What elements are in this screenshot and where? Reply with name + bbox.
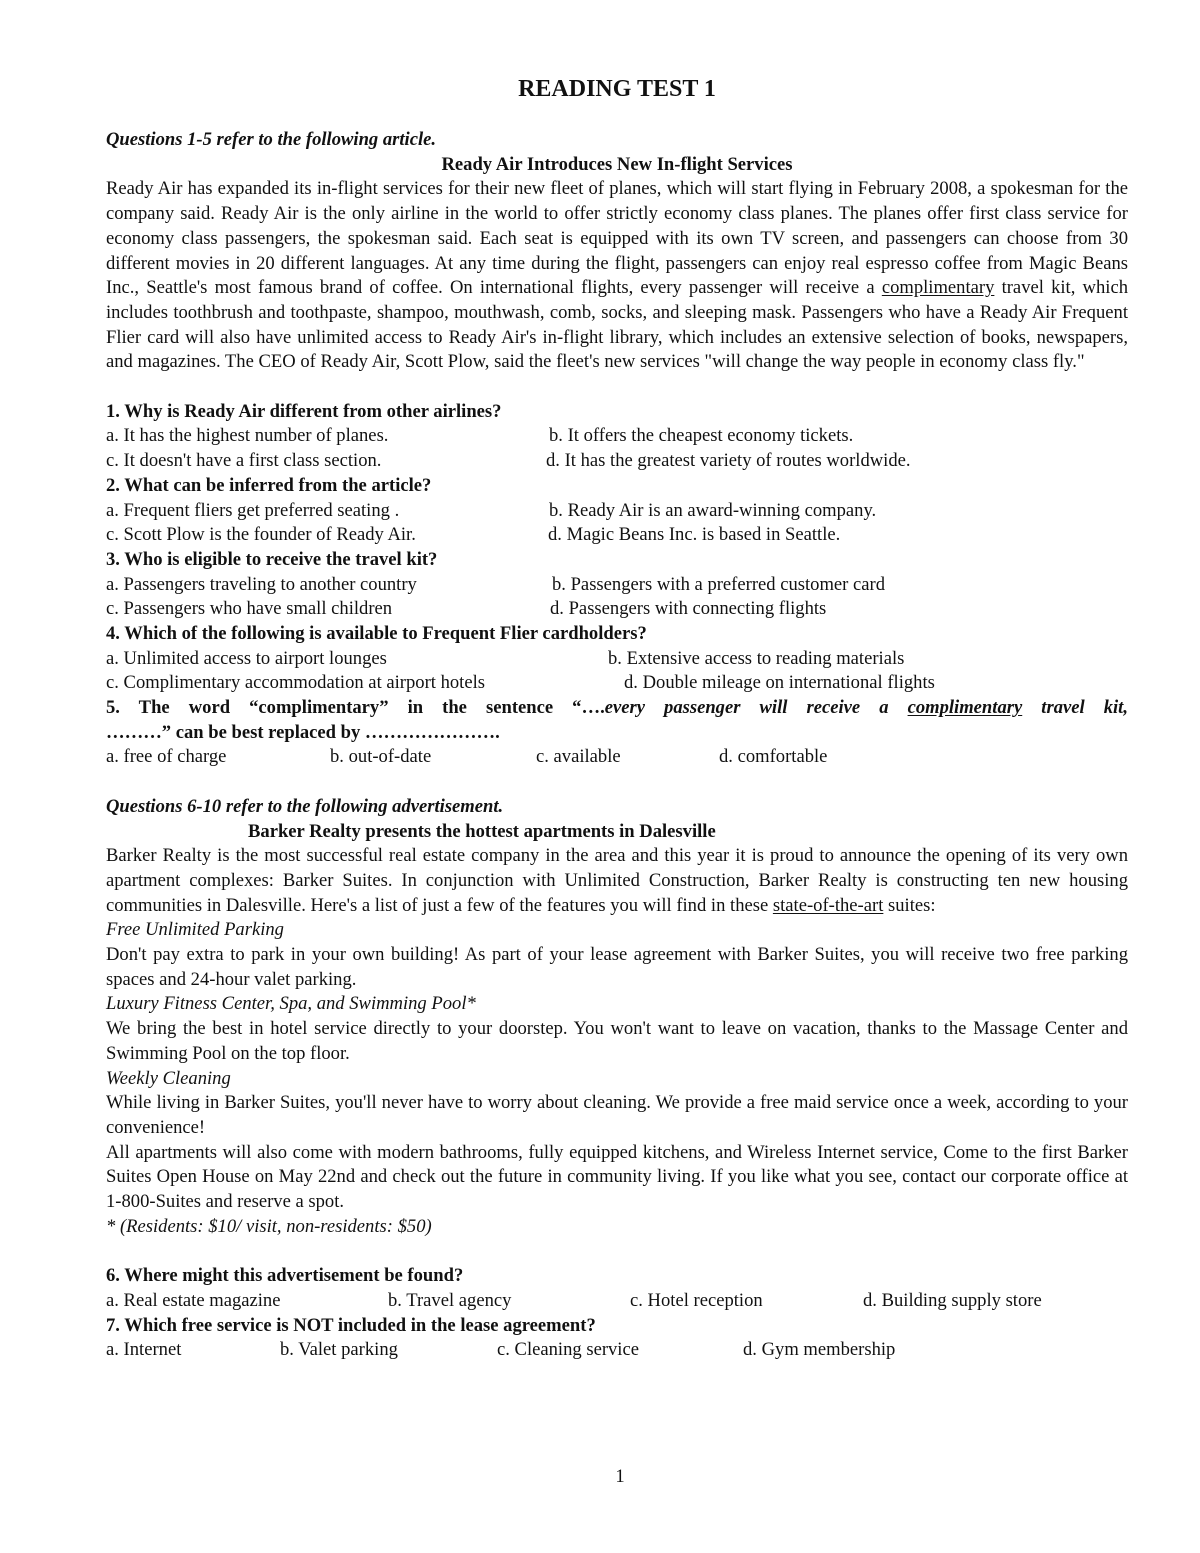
q7-option-a: a. Internet [106,1339,182,1361]
ad-subheading-cleaning: Weekly Cleaning [106,1067,231,1089]
q3-option-a: a. Passengers traveling to another country [106,573,417,595]
q4-option-d: d. Double mileage on international flights [624,672,935,694]
q7-option-c: c. Cleaning service [497,1339,639,1361]
q1-option-d: d. It has the greatest variety of routes worldwide. [546,450,911,472]
question-3: 3. Who is eligible to receive the travel kit? [106,548,438,570]
question-7-options [106,1338,1128,1363]
q6-option-d: d. Building supply store [863,1289,1042,1311]
section1-intro: Questions 1-5 refer to the following article. [106,129,437,150]
q7-option-b: b. Valet parking [280,1339,398,1361]
question-2-options-row1 [106,499,1128,524]
ad-text-2: suites: [883,894,936,916]
q5-underlined-word: complimentary [907,697,1023,719]
q5-option-c: c. available [536,746,621,768]
document-page [106,72,1128,1363]
question-2-options-row2 [106,523,1128,548]
q5-option-b: b. out-of-date [330,746,432,768]
question-5-options [106,745,1128,770]
question-6: 6. Where might this advertisement be found? [106,1265,464,1287]
question-6-options [106,1289,1128,1314]
article-heading: Ready Air Introduces New In-flight Services [441,153,793,175]
q2-option-d: d. Magic Beans Inc. is based in Seattle. [548,524,841,546]
question-7: 7. Which free service is NOT included in the lease agreement? [106,1314,596,1336]
q5-lead: 5. The word “complimentary” in the sentence “…. [106,697,605,719]
ad-paragraph-5: All apartments will also come with modern bathrooms, fully equipped kitchens, and Wireless Internet service, Come to the first Barker Suites Open House on May 22nd and check out the future in community living. If you like what you see, contact our corporate office at 1-800-Suites and reserve a spot. [106,1141,1128,1213]
q3-option-c: c. Passengers who have small children [106,598,393,620]
q2-option-c: c. Scott Plow is the founder of Ready Air. [106,524,416,546]
q4-option-b: b. Extensive access to reading materials [608,647,905,669]
q3-option-b: b. Passengers with a preferred customer card [552,573,886,595]
page-title: READING TEST 1 [518,76,716,102]
question-5 [106,696,1128,721]
q7-option-d: d. Gym membership [743,1339,896,1361]
article-body [106,177,1128,375]
question-5-tail: ………” can be best replaced by …………………. [106,721,500,743]
section2-intro: Questions 6-10 refer to the following advertisement. [106,795,504,817]
ad-subheading-fitness: Luxury Fitness Center, Spa, and Swimming Pool* [106,993,476,1015]
q3-option-d: d. Passengers with connecting flights [550,598,827,620]
q5-option-a: a. free of charge [106,746,227,768]
ad-footnote: * (Residents: $10/ visit, non-residents: $50) [106,1215,432,1237]
q1-option-b: b. It offers the cheapest economy tickets. [549,425,854,447]
q6-option-b: b. Travel agency [388,1289,512,1311]
page-number: 1 [615,1466,625,1487]
q2-option-b: b. Ready Air is an award-winning company. [549,499,877,521]
question-1-options-row2 [106,449,1128,474]
question-4-options-row1 [106,647,1128,672]
ad-paragraph-1 [106,844,1128,918]
q4-option-a: a. Unlimited access to airport lounges [106,647,387,669]
question-1-options-row1 [106,424,1128,449]
q6-option-c: c. Hotel reception [630,1289,763,1311]
ad-subheading-parking: Free Unlimited Parking [106,919,284,941]
question-1: 1. Why is Ready Air different from other airlines? [106,400,502,422]
q5-option-d: d. comfortable [719,746,828,768]
ad-underlined-word: state-of-the-art [772,894,884,916]
article-text-1: Ready Air has expanded its in-flight services for their new fleet of planes, which will start flying in February 2008, a spokesman for the company said. Ready Air is the only airline in the world to offer strictly economy class planes. The planes offer first class service for economy class passengers, the spokesman said. Each seat is equipped with its own TV screen, and passengers can choose from 30 different movies in 20 different languages. At any time during the flight, passengers can enjoy real espresso coffee from Magic Beans Inc., Seattle's most famous brand of coffee. On international flights, every passenger will receive a [106,178,1128,299]
ad-text-1: Barker Realty is the most successful real estate company in the area and this year it is proud to announce the opening of its very own apartment complexes: Barker Suites. In conjunction with Unlimited Construction, Barker Realty is constructing ten new housing communities in Dalesville. Here's a list of just a few of the features you will find in these [106,845,1128,916]
question-3-options-row1 [106,573,1128,598]
q1-option-c: c. It doesn't have a first class section. [106,450,382,472]
question-4: 4. Which of the following is available to Frequent Flier cardholders? [106,622,647,644]
q5-quote-text: every passenger will receive a [604,697,908,719]
ad-paragraph-3: We bring the best in hotel service directly to your doorstep. You won't want to leave on vacation, thanks to the Massage Center and Swimming Pool on the top floor. [106,1018,1128,1064]
advertisement-heading: Barker Realty presents the hottest apartments in Dalesville [248,820,716,842]
question-2: 2. What can be inferred from the article? [106,474,432,496]
q4-option-c: c. Complimentary accommodation at airport hotels [106,672,486,694]
q6-option-a: a. Real estate magazine [106,1289,281,1311]
article-underlined-word: complimentary [881,277,995,299]
question-4-options-row2 [106,671,1128,696]
q2-option-a: a. Frequent fliers get preferred seating . [106,499,400,521]
ad-paragraph-2: Don't pay extra to park in your own building! As part of your lease agreement with Barker Suites, you will receive two free parking spaces and 24-hour valet parking. [106,944,1128,990]
question-3-options-row2 [106,597,1128,622]
q1-option-a: a. It has the highest number of planes. [106,425,389,447]
ad-paragraph-4: While living in Barker Suites, you'll never have to worry about cleaning. We provide a free maid service once a week, according to your convenience! [106,1092,1128,1138]
article-text-2: travel kit, which includes toothbrush and toothpaste, shampoo, mouthwash, comb, socks, and sleeping mask. Passengers who have a Ready Air Frequent Flier card will also have unlimited access to Ready Air's in-flight library, which includes an extensive selection of books, newspapers, and magazines. The CEO of Ready Air, Scott Plow, said the fleet's new services "will change the way people in economy class fly." [106,277,1128,373]
q5-quote-end: travel kit, [1022,697,1129,719]
